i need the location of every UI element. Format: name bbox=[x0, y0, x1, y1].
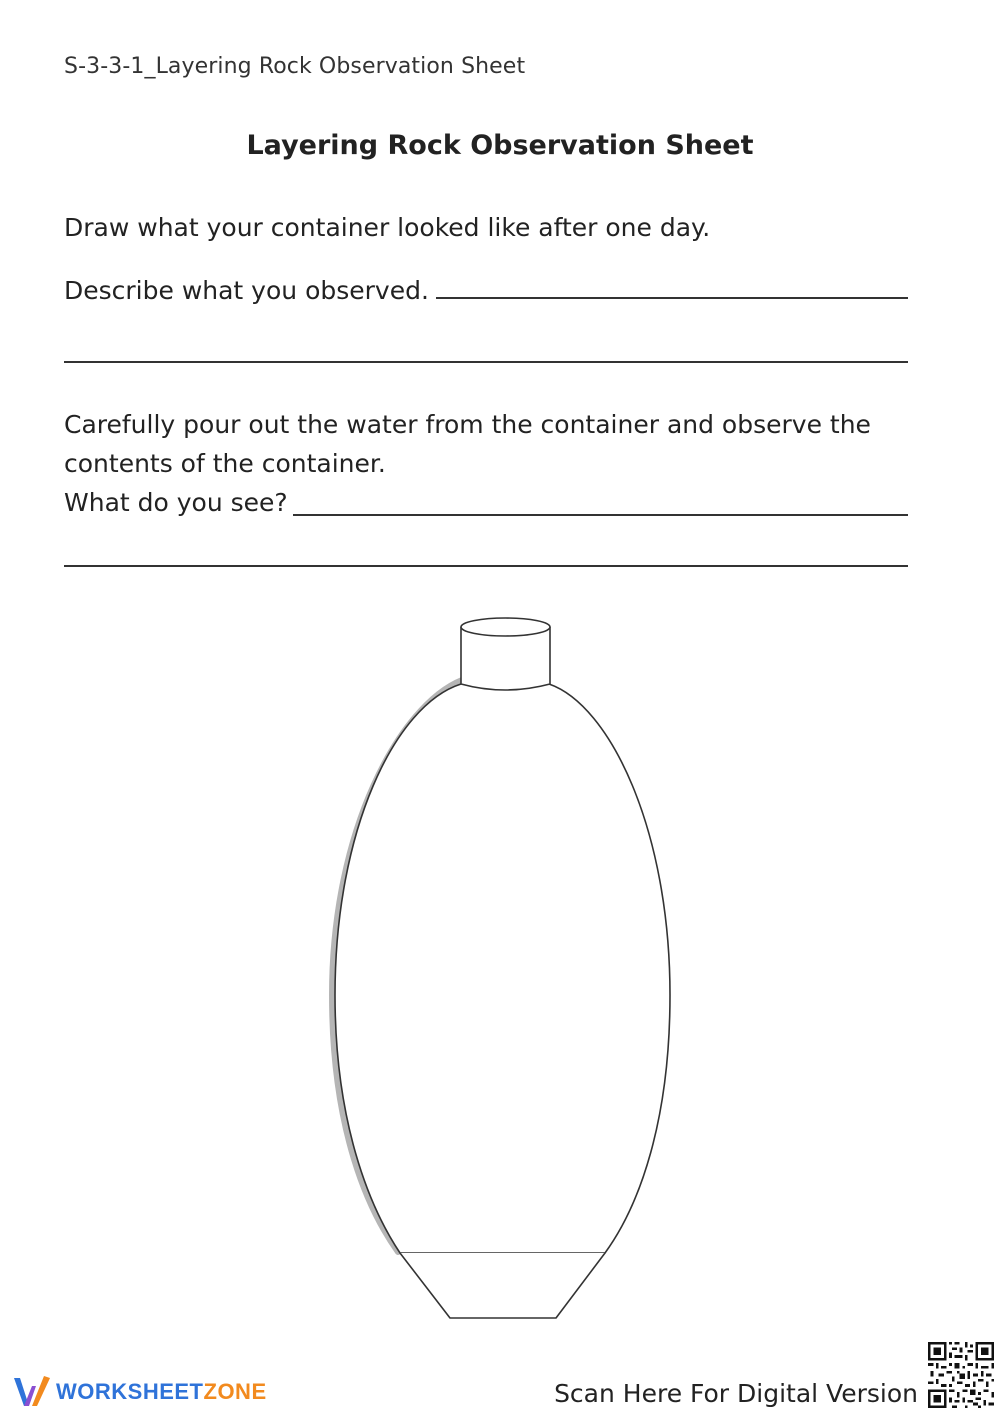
pour-instruction: Carefully pour out the water from the container and observe the contents of the container. bbox=[64, 410, 871, 478]
describe-answer-line[interactable] bbox=[436, 297, 908, 299]
bottle-cap bbox=[461, 627, 550, 690]
qr-code-icon[interactable] bbox=[928, 1342, 994, 1408]
worksheetzone-wordmark bbox=[56, 1379, 267, 1405]
see-answer-line[interactable] bbox=[293, 514, 908, 516]
worksheetzone-w-icon bbox=[12, 1374, 52, 1410]
describe-answer-line-2[interactable] bbox=[64, 361, 908, 363]
brand-word-worksheet: WORKSHEET bbox=[56, 1379, 204, 1404]
bottle-shadow bbox=[332, 680, 462, 1252]
bottle-cap-top bbox=[461, 618, 550, 636]
draw-prompt: Draw what your container looked like after one day. bbox=[64, 213, 711, 242]
worksheetzone-logo[interactable] bbox=[12, 1374, 267, 1410]
see-answer-line-2[interactable] bbox=[64, 565, 908, 567]
document-code: S-3-3-1_Layering Rock Observation Sheet bbox=[64, 54, 526, 79]
page-title: Layering Rock Observation Sheet bbox=[246, 130, 754, 161]
scan-instruction: Scan Here For Digital Version bbox=[554, 1379, 918, 1408]
bottle-body bbox=[335, 684, 670, 1253]
see-prompt: What do you see? bbox=[64, 488, 288, 517]
describe-prompt: Describe what you observed. bbox=[64, 276, 429, 305]
bottle-base bbox=[400, 1253, 605, 1318]
brand-word-zone: ZONE bbox=[203, 1379, 267, 1404]
